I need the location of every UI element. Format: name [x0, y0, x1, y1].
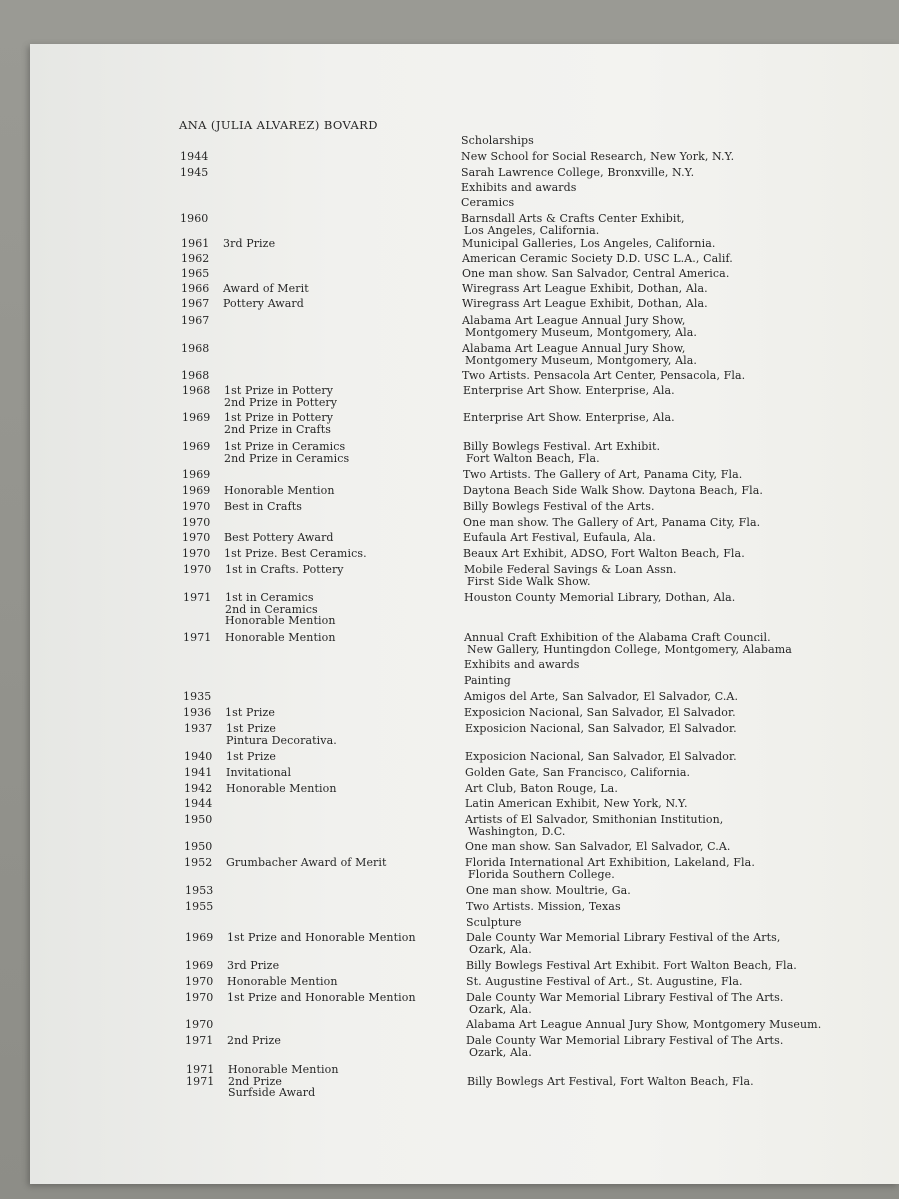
entry-description: Painting: [464, 674, 511, 687]
entry-year: 1969: [185, 931, 214, 944]
entry-award: 2nd Prize in Crafts: [224, 422, 331, 436]
entry-award: Pintura Decorativa.: [226, 733, 337, 747]
entry-description: Daytona Beach Side Walk Show. Daytona Beach, Fla.: [463, 484, 763, 497]
entry-description: One man show. Moultrie, Ga.: [466, 884, 631, 897]
entry-year: 1936: [183, 706, 212, 719]
entry-award: Honorable Mention: [225, 631, 336, 644]
entry-year: 1965: [181, 267, 210, 280]
entry-description: Ozark, Ala.: [469, 942, 532, 956]
entry-award: Honorable Mention: [225, 614, 336, 627]
entry-description: Sarah Lawrence College, Bronxville, N.Y.: [461, 166, 695, 179]
entry-description: Two Artists. Mission, Texas: [466, 900, 621, 913]
entry-award: 2nd Prize in Pottery: [224, 395, 338, 409]
entry-description: Enterprise Art Show. Enterprise, Ala.: [463, 384, 675, 397]
entry-description: Alabama Art League Annual Jury Show, Montgomery Museum.: [466, 1018, 822, 1031]
entry-award: 1st Prize: [226, 722, 276, 735]
entry-description: Exhibits and awards: [464, 658, 580, 671]
entry-description: Art Club, Baton Rouge, La.: [465, 782, 618, 795]
entry-description: Fort Walton Beach, Fla.: [466, 451, 600, 465]
entry-description: Montgomery Museum, Montgomery, Ala.: [465, 325, 697, 339]
entry-description: Ozark, Ala.: [469, 1002, 532, 1016]
entry-description: Dale County War Memorial Library Festival of The Arts.: [466, 991, 784, 1004]
entry-year: 1971: [186, 1063, 215, 1076]
entry-award: Surfside Award: [228, 1086, 316, 1099]
entry-description: Florida International Art Exhibition, Lakeland, Fla.: [465, 856, 755, 869]
entry-description: Amigos del Arte, San Salvador, El Salvador, C.A.: [464, 690, 739, 703]
entry-year: 1971: [185, 1034, 214, 1047]
entry-year: 1935: [183, 690, 212, 703]
entry-award: Best Pottery Award: [224, 531, 334, 544]
entry-year: 1962: [181, 252, 210, 265]
entry-year: 1970: [183, 563, 212, 576]
entry-description: One man show. San Salvador, El Salvador, C.A.: [465, 840, 731, 853]
entry-year: 1971: [186, 1075, 215, 1088]
entry-award: Honorable Mention: [227, 975, 338, 988]
entry-year: 1969: [182, 484, 211, 497]
entry-description: Wiregrass Art League Exhibit, Dothan, Ala.: [462, 297, 708, 310]
entry-year: 1970: [182, 547, 211, 560]
entry-description: Scholarships: [461, 134, 534, 147]
entry-award: Honorable Mention: [228, 1063, 339, 1076]
entry-award: 1st Prize. Best Ceramics.: [224, 547, 367, 560]
entry-description: Municipal Galleries, Los Angeles, California.: [462, 237, 716, 250]
entry-description: Golden Gate, San Francisco, California.: [465, 766, 691, 779]
entry-description: Billy Bowlegs Art Festival, Fort Walton Beach, Fla.: [467, 1075, 754, 1088]
entry-description: Sculpture: [466, 916, 522, 929]
entry-year: 1970: [182, 500, 211, 513]
entry-award: 1st in Crafts. Pottery: [225, 563, 344, 576]
document-title: ANA (JULIA ALVAREZ) BOVARD: [179, 118, 378, 132]
entry-description: Ceramics: [461, 196, 515, 209]
entry-description: New School for Social Research, New York, N.Y.: [461, 150, 735, 163]
entry-description: Alabama Art League Annual Jury Show,: [462, 342, 686, 355]
entry-description: Montgomery Museum, Montgomery, Ala.: [465, 353, 697, 367]
entry-description: Two Artists. The Gallery of Art, Panama City, Fla.: [463, 468, 743, 481]
entry-description: Two Artists. Pensacola Art Center, Pensacola, Fla.: [462, 369, 746, 382]
entry-award: Grumbacher Award of Merit: [226, 856, 387, 869]
entry-award: 2nd in Ceramics: [225, 602, 318, 616]
entry-description: Alabama Art League Annual Jury Show,: [462, 314, 686, 327]
entry-description: Exposicion Nacional, San Salvador, El Salvador.: [464, 706, 736, 719]
entry-description: Exposicion Nacional, San Salvador, El Salvador.: [465, 750, 737, 763]
entry-year: 1970: [185, 975, 214, 988]
entry-award: 2nd Prize: [228, 1074, 283, 1088]
entry-award: 1st Prize in Pottery: [224, 384, 334, 397]
entry-description: One man show. The Gallery of Art, Panama City, Fla.: [463, 516, 761, 529]
entry-year: 1966: [181, 282, 210, 295]
entry-description: Eufaula Art Festival, Eufaula, Ala.: [463, 531, 656, 544]
entry-award: 1st in Ceramics: [225, 591, 314, 604]
entry-award: Invitational: [226, 766, 292, 779]
entry-award: 2nd Prize: [227, 1034, 282, 1047]
entry-description: Enterprise Art Show. Enterprise, Ala.: [463, 411, 675, 424]
entry-award: 2nd Prize in Ceramics: [224, 451, 350, 465]
entry-description: St. Augustine Festival of Art., St. Augustine, Fla.: [466, 975, 743, 988]
entry-award: 1st Prize and Honorable Mention: [227, 991, 416, 1004]
entry-description: Latin American Exhibit, New York, N.Y.: [465, 797, 688, 810]
entry-year: 1971: [183, 591, 212, 604]
entry-description: Barnsdall Arts & Crafts Center Exhibit,: [461, 212, 685, 225]
entry-description: New Gallery, Huntingdon College, Montgomery, Alabama: [467, 642, 792, 656]
entry-year: 1968: [182, 384, 211, 397]
entry-year: 1971: [183, 631, 212, 644]
entry-description: Ozark, Ala.: [469, 1045, 532, 1059]
entry-description: Annual Craft Exhibition of the Alabama Craft Council.: [464, 631, 771, 644]
entry-description: American Ceramic Society D.D. USC L.A., Calif.: [462, 252, 733, 265]
entry-award: Honorable Mention: [224, 484, 335, 497]
entry-description: Artists of El Salvador, Smithonian Institution,: [465, 813, 724, 826]
entry-description: First Side Walk Show.: [467, 574, 591, 588]
entry-year: 1968: [181, 342, 210, 355]
entry-year: 1952: [184, 856, 213, 869]
entry-description: Billy Bowlegs Festival. Art Exhibit.: [463, 440, 661, 453]
entry-year: 1950: [184, 840, 213, 853]
entry-award: 1st Prize in Ceramics: [224, 440, 346, 453]
entry-year: 1970: [182, 516, 211, 529]
entry-award: 1st Prize and Honorable Mention: [227, 931, 416, 944]
entry-description: Exposicion Nacional, San Salvador, El Salvador.: [465, 722, 737, 735]
entry-description: Mobile Federal Savings & Loan Assn.: [464, 563, 677, 576]
entry-year: 1953: [185, 884, 214, 897]
entry-description: Houston County Memorial Library, Dothan, Ala.: [464, 591, 736, 604]
entry-description: Billy Bowlegs Festival of the Arts.: [463, 500, 655, 513]
entry-award: Honorable Mention: [226, 782, 337, 795]
entry-year: 1969: [185, 959, 214, 972]
entry-award: Pottery Award: [223, 297, 304, 310]
entry-award: Award of Merit: [223, 282, 309, 295]
entry-description: Exhibits and awards: [461, 181, 577, 194]
entry-year: 1944: [184, 797, 213, 810]
entry-description: Dale County War Memorial Library Festival of the Arts,: [466, 931, 781, 944]
entry-year: 1955: [185, 900, 214, 913]
entry-award: Best in Crafts: [224, 500, 303, 513]
entry-year: 1970: [185, 1018, 214, 1031]
entry-year: 1940: [184, 750, 213, 763]
entry-description: One man show. San Salvador, Central America.: [462, 267, 730, 280]
entry-year: 1968: [181, 369, 210, 382]
entry-year: 1970: [185, 991, 214, 1004]
entry-year: 1969: [182, 440, 211, 453]
entry-description: Washington, D.C.: [468, 824, 566, 838]
entry-award: 1st Prize: [225, 706, 275, 719]
entry-award: 1st Prize in Pottery: [224, 411, 334, 424]
entry-year: 1945: [180, 166, 209, 179]
entry-year: 1967: [181, 314, 210, 327]
entry-year: 1969: [182, 411, 211, 424]
entry-award: 3rd Prize: [227, 959, 280, 972]
entry-year: 1961: [181, 237, 210, 250]
entry-description: Billy Bowlegs Festival Art Exhibit. Fort Walton Beach, Fla.: [466, 959, 797, 972]
entry-description: Dale County War Memorial Library Festival of The Arts.: [466, 1034, 784, 1047]
entry-description: Los Angeles, California.: [464, 223, 600, 237]
entry-award: 1st Prize: [226, 750, 276, 763]
entry-award: 3rd Prize: [223, 237, 276, 250]
entry-year: 1941: [184, 766, 213, 779]
entry-year: 1960: [180, 212, 209, 225]
entry-year: 1970: [182, 531, 211, 544]
entry-description: Florida Southern College.: [468, 867, 615, 881]
entry-year: 1950: [184, 813, 213, 826]
entry-year: 1944: [180, 150, 209, 163]
entry-description: Beaux Art Exhibit, ADSO, Fort Walton Beach, Fla.: [463, 547, 745, 560]
entry-year: 1937: [184, 722, 213, 735]
entry-year: 1969: [182, 468, 211, 481]
entry-year: 1942: [184, 782, 213, 795]
entry-year: 1967: [181, 297, 210, 310]
entry-description: Wiregrass Art League Exhibit, Dothan, Ala.: [462, 282, 708, 295]
document-page: [30, 44, 899, 1184]
